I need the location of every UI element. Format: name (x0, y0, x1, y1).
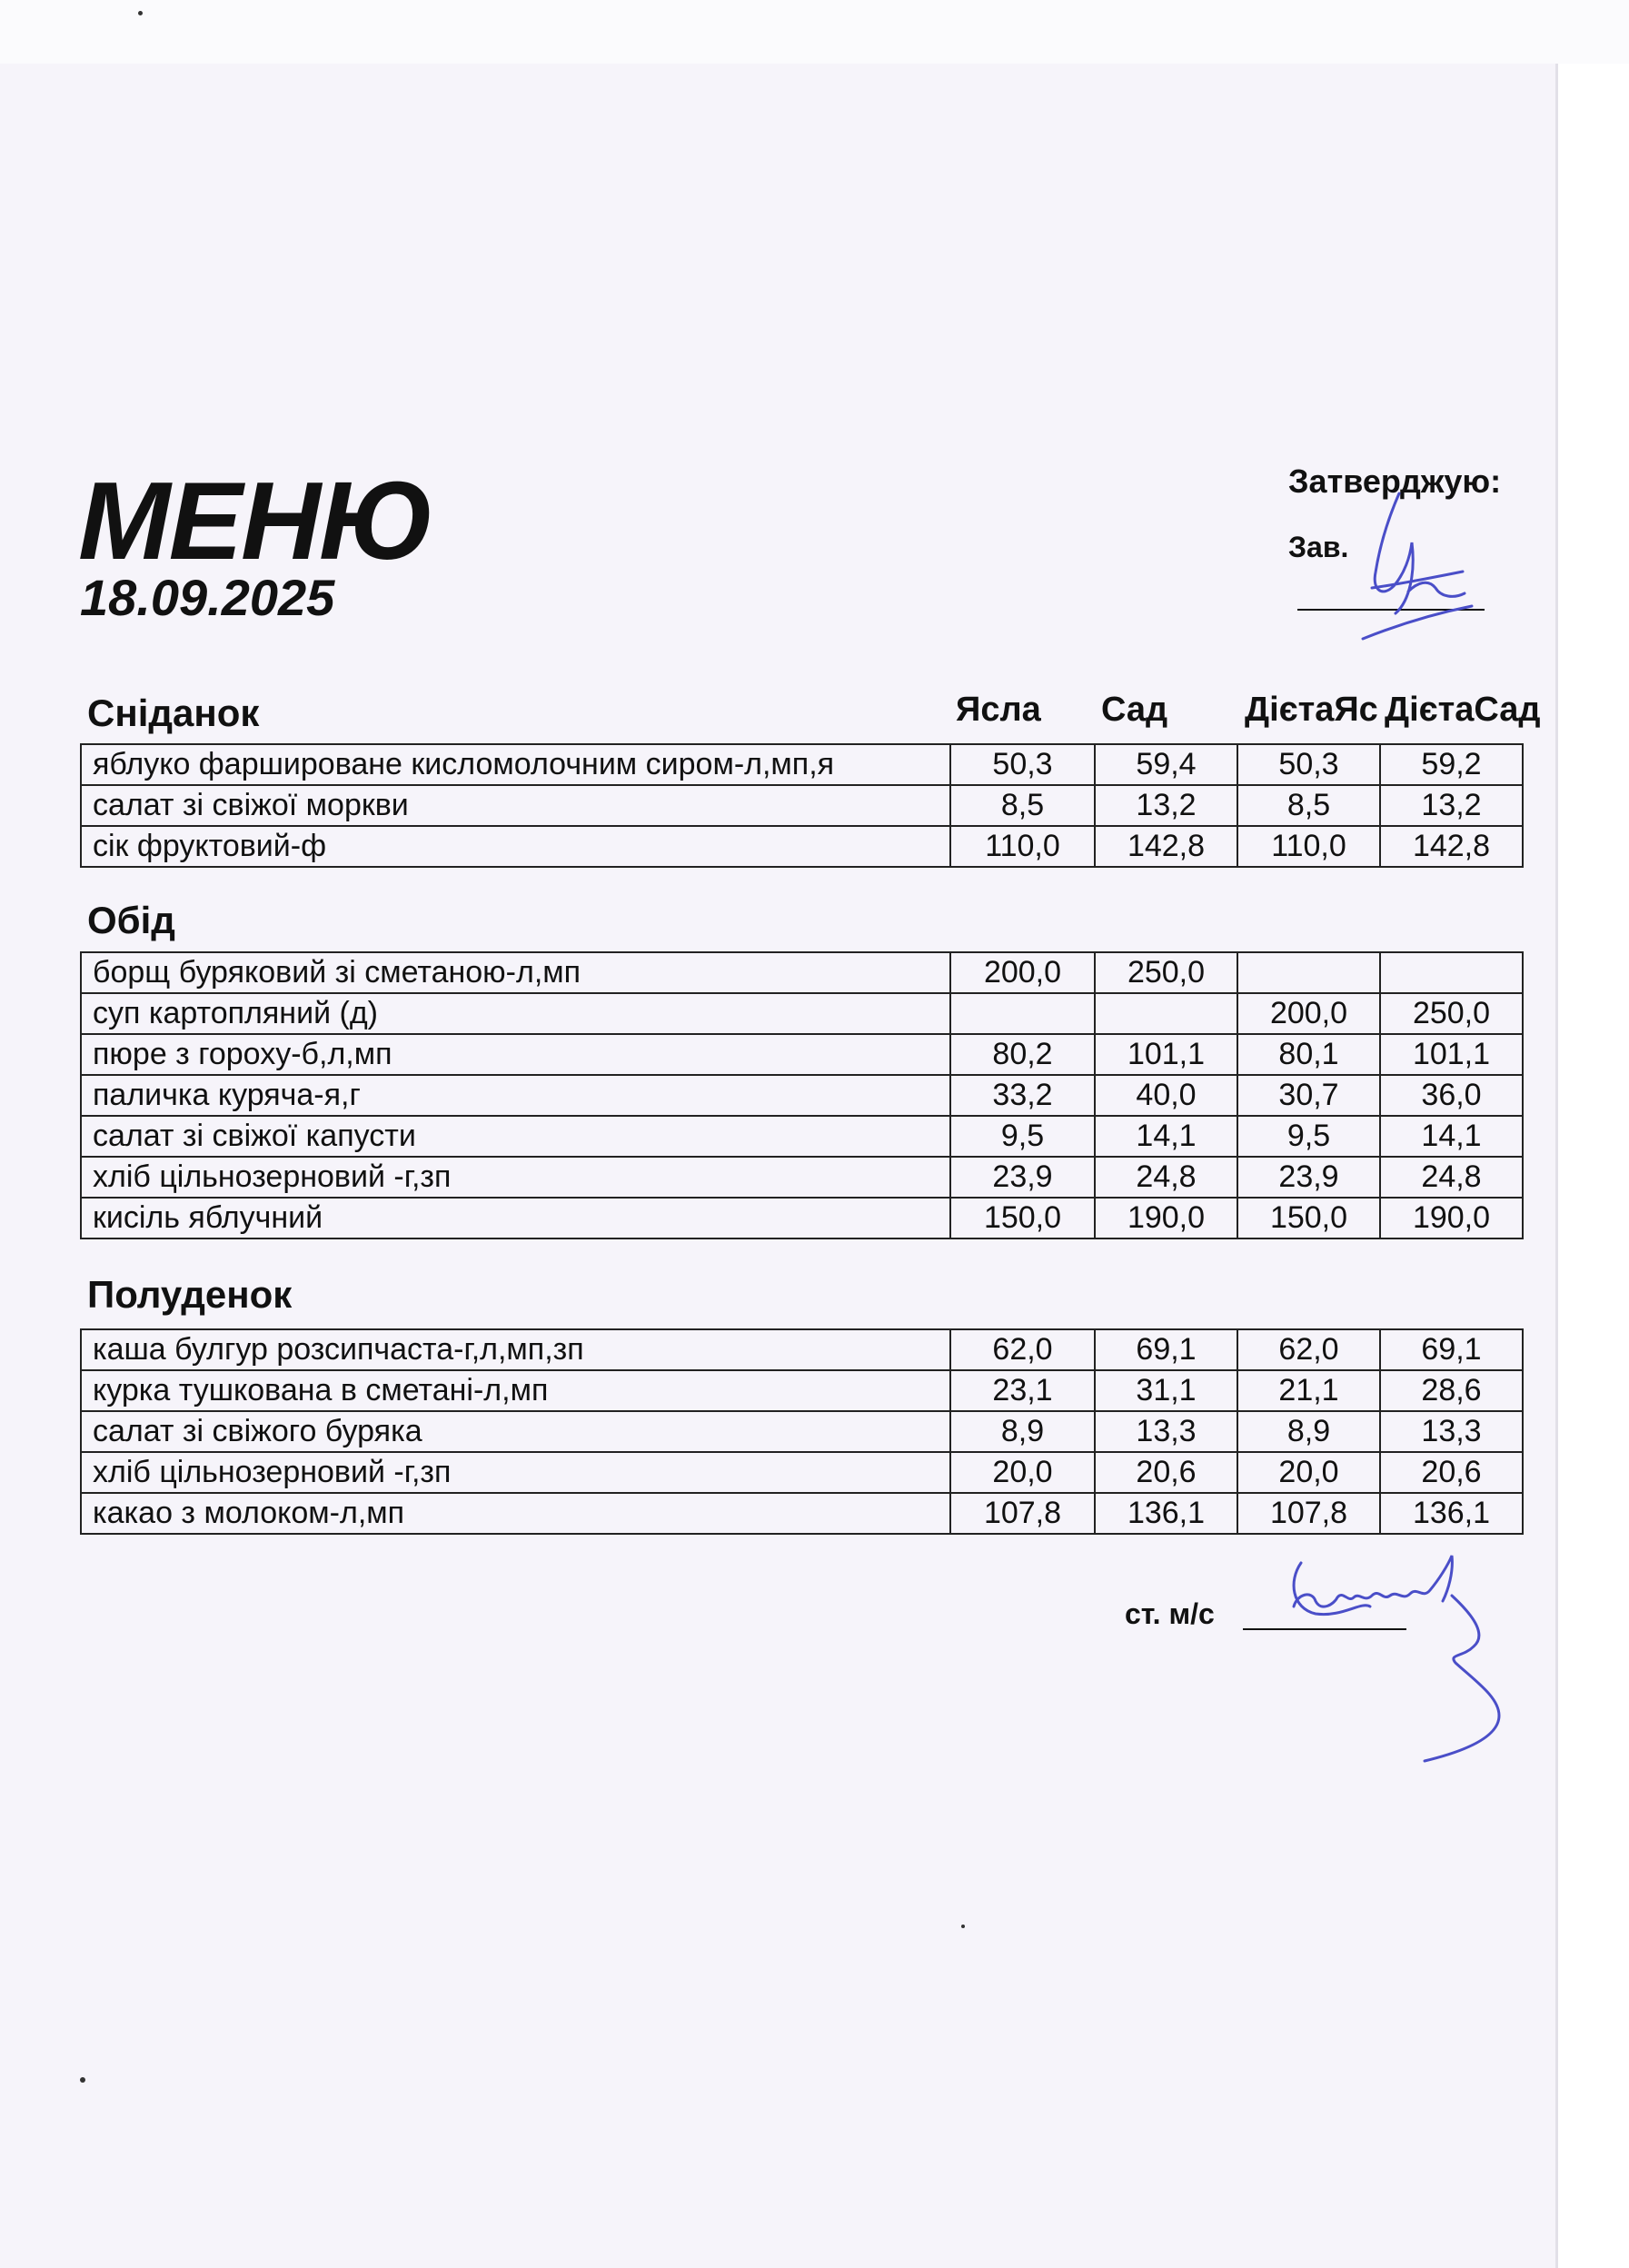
dish-name: паличка куряча-я,г (81, 1075, 950, 1116)
value-kindergarten: 69,1 (1095, 1329, 1237, 1370)
nurse-signature-line (1243, 1628, 1406, 1630)
value-diet-nursery (1237, 952, 1380, 993)
value-diet-nursery: 21,1 (1237, 1370, 1380, 1411)
value-diet-nursery: 8,9 (1237, 1411, 1380, 1452)
value-nursery: 8,9 (950, 1411, 1095, 1452)
value-diet-nursery: 23,9 (1237, 1157, 1380, 1198)
table-row (81, 1411, 1523, 1452)
scan-speck (961, 1925, 965, 1928)
value-nursery: 150,0 (950, 1198, 1095, 1238)
dish-name: курка тушкована в сметані-л,мп (81, 1370, 950, 1411)
value-diet-kindergarten: 13,3 (1380, 1411, 1523, 1452)
value-nursery: 80,2 (950, 1034, 1095, 1075)
head-position-label: Зав. (1288, 531, 1349, 563)
value-nursery: 110,0 (950, 826, 1095, 867)
value-diet-kindergarten: 250,0 (1380, 993, 1523, 1034)
dish-name: каша булгур розсипчаста-г,л,мп,зп (81, 1329, 950, 1370)
table-row (81, 1452, 1523, 1493)
menu-date: 18.09.2025 (80, 569, 335, 626)
value-diet-kindergarten: 190,0 (1380, 1198, 1523, 1238)
dish-name: хліб цільнозерновий -г,зп (81, 1452, 950, 1493)
value-diet-nursery: 80,1 (1237, 1034, 1380, 1075)
value-diet-nursery: 200,0 (1237, 993, 1380, 1034)
value-diet-nursery: 50,3 (1237, 744, 1380, 785)
dish-name: хліб цільнозерновий -г,зп (81, 1157, 950, 1198)
value-nursery: 200,0 (950, 952, 1095, 993)
scan-speck (80, 2077, 85, 2083)
dish-name: салат зі свіжого буряка (81, 1411, 950, 1452)
dish-name: яблуко фаршироване кисломолочним сиром-л,мп,я (81, 744, 950, 785)
value-diet-nursery: 8,5 (1237, 785, 1380, 826)
table-row (81, 744, 1523, 785)
value-kindergarten: 13,2 (1095, 785, 1237, 826)
value-diet-kindergarten: 142,8 (1380, 826, 1523, 867)
table-row (81, 826, 1523, 867)
scan-speck (138, 11, 143, 15)
value-diet-kindergarten (1380, 952, 1523, 993)
value-nursery: 9,5 (950, 1116, 1095, 1157)
value-diet-kindergarten: 36,0 (1380, 1075, 1523, 1116)
value-diet-nursery: 20,0 (1237, 1452, 1380, 1493)
value-nursery: 107,8 (950, 1493, 1095, 1534)
table-row (81, 1370, 1523, 1411)
value-nursery: 50,3 (950, 744, 1095, 785)
value-diet-nursery: 150,0 (1237, 1198, 1380, 1238)
value-diet-kindergarten: 13,2 (1380, 785, 1523, 826)
signature-line (1297, 609, 1485, 611)
dish-name: салат зі свіжої моркви (81, 785, 950, 826)
column-header-nursery: Ясла (956, 691, 1041, 729)
dish-name: борщ буряковий зі сметаною-л,мп (81, 952, 950, 993)
value-diet-kindergarten: 59,2 (1380, 744, 1523, 785)
section-title-lunch: Обід (87, 899, 175, 941)
lunch-table (80, 951, 1524, 1239)
section-title-afternoon-snack: Полуденок (87, 1273, 293, 1316)
table-row (81, 952, 1523, 993)
value-nursery (950, 993, 1095, 1034)
page-title: МЕНЮ (78, 459, 433, 582)
value-kindergarten: 250,0 (1095, 952, 1237, 993)
value-diet-kindergarten: 24,8 (1380, 1157, 1523, 1198)
value-diet-kindergarten: 14,1 (1380, 1116, 1523, 1157)
value-diet-nursery: 110,0 (1237, 826, 1380, 867)
dish-name: суп картопляний (д) (81, 993, 950, 1034)
value-kindergarten: 136,1 (1095, 1493, 1237, 1534)
value-nursery: 33,2 (950, 1075, 1095, 1116)
value-diet-nursery: 9,5 (1237, 1116, 1380, 1157)
value-kindergarten: 101,1 (1095, 1034, 1237, 1075)
value-diet-kindergarten: 28,6 (1380, 1370, 1523, 1411)
table-row (81, 1157, 1523, 1198)
value-kindergarten: 20,6 (1095, 1452, 1237, 1493)
afternoon-snack-table (80, 1328, 1524, 1535)
table-row (81, 993, 1523, 1034)
table-row (81, 1493, 1523, 1534)
table-row (81, 1198, 1523, 1238)
value-diet-kindergarten: 136,1 (1380, 1493, 1523, 1534)
table-row (81, 1116, 1523, 1157)
value-diet-nursery: 107,8 (1237, 1493, 1380, 1534)
value-diet-nursery: 62,0 (1237, 1329, 1380, 1370)
value-diet-kindergarten: 20,6 (1380, 1452, 1523, 1493)
dish-name: какао з молоком-л,мп (81, 1493, 950, 1534)
table-row (81, 1034, 1523, 1075)
scan-background (0, 0, 1629, 64)
value-diet-kindergarten: 101,1 (1380, 1034, 1523, 1075)
section-title-breakfast: Сніданок (87, 691, 260, 734)
column-header-diet-kindergarten: ДієтаСад (1385, 691, 1541, 729)
value-kindergarten: 40,0 (1095, 1075, 1237, 1116)
value-kindergarten: 14,1 (1095, 1116, 1237, 1157)
value-kindergarten (1095, 993, 1237, 1034)
value-nursery: 20,0 (950, 1452, 1095, 1493)
nurse-label: ст. м/с (1125, 1597, 1215, 1630)
value-kindergarten: 13,3 (1095, 1411, 1237, 1452)
dish-name: кисіль яблучний (81, 1198, 950, 1238)
value-nursery: 23,1 (950, 1370, 1095, 1411)
value-kindergarten: 59,4 (1095, 744, 1237, 785)
dish-name: салат зі свіжої капусти (81, 1116, 950, 1157)
table-row (81, 785, 1523, 826)
value-kindergarten: 31,1 (1095, 1370, 1237, 1411)
breakfast-table (80, 743, 1524, 868)
value-diet-kindergarten: 69,1 (1380, 1329, 1523, 1370)
approval-label: Затверджую: (1288, 463, 1502, 500)
value-kindergarten: 142,8 (1095, 826, 1237, 867)
dish-name: сік фруктовий-ф (81, 826, 950, 867)
column-header-diet-nursery: ДієтаЯс (1245, 691, 1378, 729)
table-row (81, 1075, 1523, 1116)
value-kindergarten: 190,0 (1095, 1198, 1237, 1238)
dish-name: пюре з гороху-б,л,мп (81, 1034, 950, 1075)
value-nursery: 23,9 (950, 1157, 1095, 1198)
value-diet-nursery: 30,7 (1237, 1075, 1380, 1116)
column-header-kindergarten: Сад (1101, 691, 1168, 729)
paper-edge (1555, 64, 1558, 2268)
value-nursery: 8,5 (950, 785, 1095, 826)
value-kindergarten: 24,8 (1095, 1157, 1237, 1198)
table-row (81, 1329, 1523, 1370)
value-nursery: 62,0 (950, 1329, 1095, 1370)
